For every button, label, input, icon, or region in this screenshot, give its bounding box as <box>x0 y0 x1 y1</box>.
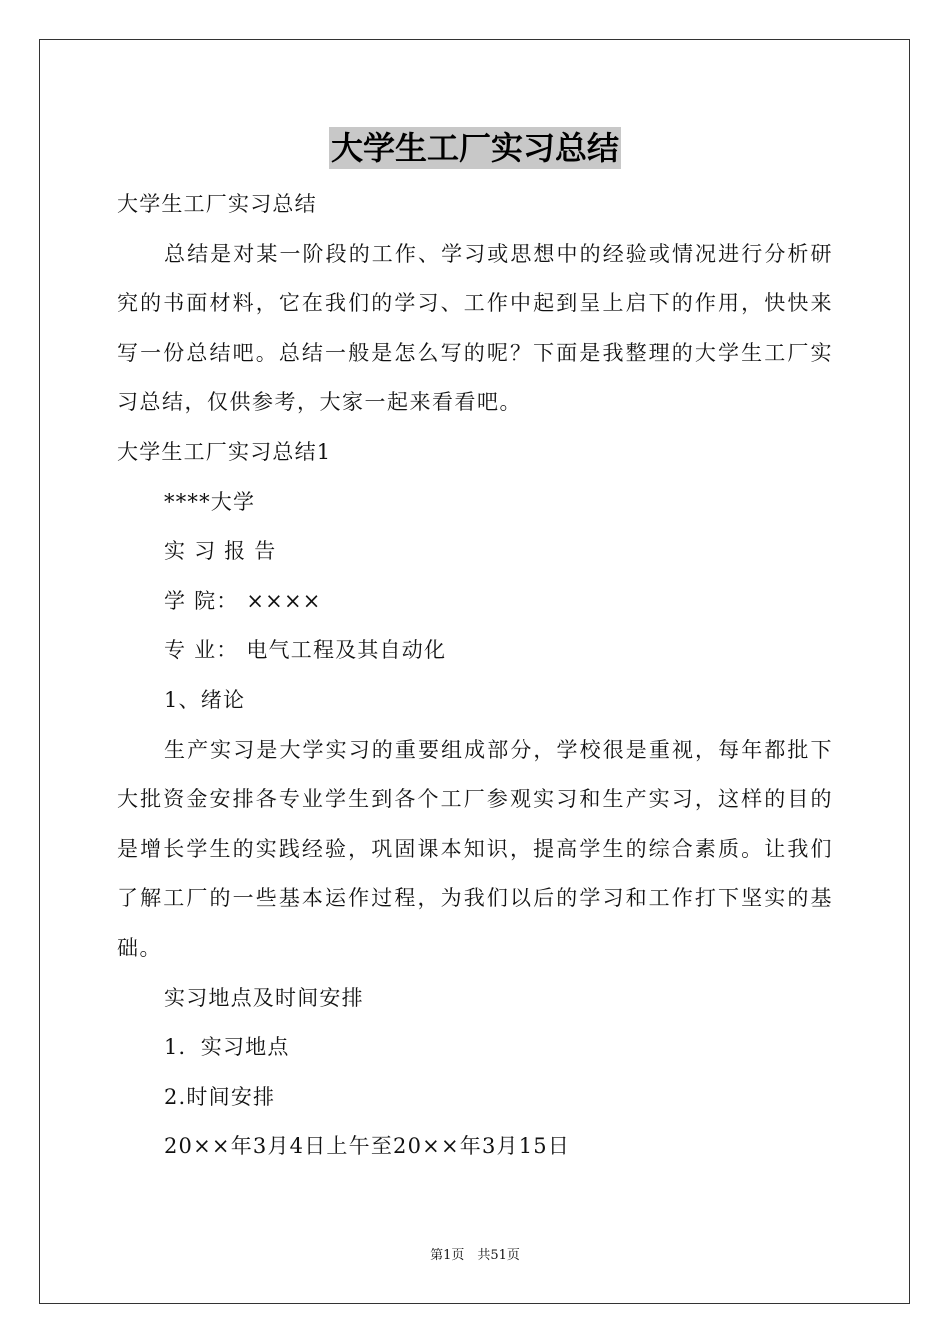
document-title: 大学生工厂实习总结 <box>330 129 619 167</box>
section-heading: 大学生工厂实习总结1 <box>117 439 332 464</box>
title-wrap <box>0 127 950 169</box>
body-paragraph: 生产实习是大学实习的重要组成部分，学校很是重视，每年都批下大批资金安排各专业学生到各个工厂参观实习和生产实习，这样的目的是增长学生的实践经验，巩固课本知识，提高学生的综合素质。让我们了解工厂的一些基本运作过程，为我们以后的学习和工作打下坚实的基础。 <box>117 737 833 960</box>
college-field: 学 院： ×××× <box>164 588 322 613</box>
intro-paragraph: 总结是对某一阶段的工作、学习或思想中的经验或情况进行分析研究的书面材料，它在我们的学习、工作中起到呈上启下的作用，快快来写一份总结吧。总结一般是怎么写的呢？下面是我整理的大学生工厂实习总结，仅供参考，大家一起来看看吧。 <box>117 241 833 415</box>
time-range: 20××年3月4日上午至20××年3月15日 <box>164 1134 571 1159</box>
report-title: 实 习 报 告 <box>164 539 277 564</box>
time-item: 2.时间安排 <box>164 1084 276 1109</box>
place-time-heading: 实习地点及时间安排 <box>164 985 364 1010</box>
document-subtitle: 大学生工厂实习总结 <box>117 192 317 216</box>
place-item: 1．实习地点 <box>164 1035 290 1060</box>
major-field: 专 业： 电气工程及其自动化 <box>164 638 447 663</box>
university-name: ****大学 <box>164 489 256 514</box>
intro-heading: 1、绪论 <box>164 687 246 712</box>
page-footer: 第1页 共51页 <box>430 1248 520 1263</box>
document-body <box>117 180 833 1172</box>
